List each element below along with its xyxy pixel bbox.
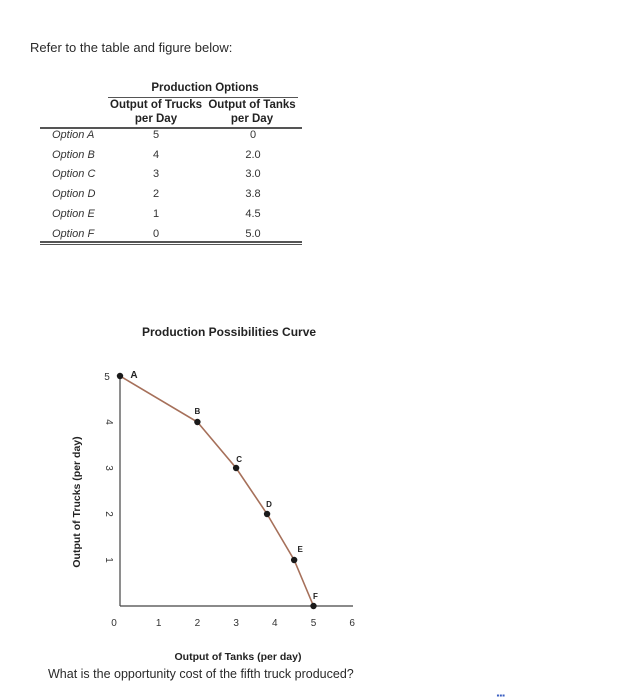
y-tick-label: 1 <box>103 557 114 563</box>
x-axis-label: Output of Tanks (per day) <box>174 651 302 663</box>
table-trucks-cell: 4 <box>152 148 160 161</box>
ppc-point-label: F <box>313 592 318 601</box>
ppc-point-label: D <box>266 500 272 509</box>
ppc-point-c <box>233 465 239 471</box>
table-tanks-cell: 4.5 <box>245 207 261 220</box>
table-option-label: Option B <box>52 148 95 161</box>
ppc-point-label: E <box>297 545 303 554</box>
y-tick-label: 2 <box>103 511 114 517</box>
ppc-point-label: A <box>130 370 138 381</box>
y-tick-label: 4 <box>103 419 114 425</box>
trucks-header-line2: per Day <box>134 113 178 125</box>
table-option-label: Option E <box>52 207 95 220</box>
x-tick-label: 5 <box>310 618 317 629</box>
table-tanks-cell: 3.8 <box>245 188 261 201</box>
y-tick-label: 3 <box>103 465 114 471</box>
table-tanks-cell: 2.0 <box>245 148 261 161</box>
tanks-header-line1: Output of Tanks <box>208 99 296 111</box>
table-option-label: Option D <box>52 188 96 201</box>
corner-glyph[interactable]: ▪▪▪ <box>496 691 505 700</box>
y-tick-label: 5 <box>104 372 110 383</box>
table-option-label: Option F <box>52 227 95 240</box>
table-option-label: Option A <box>52 129 95 141</box>
ppc-point-a <box>117 373 123 379</box>
table-option-label: Option C <box>52 168 96 181</box>
table-trucks-cell: 1 <box>152 207 160 220</box>
table-trucks-cell: 0 <box>152 227 160 240</box>
y-axis-label: Output of Trucks (per day) <box>71 436 83 568</box>
ppc-point-label: C <box>236 455 242 464</box>
ppc-point-e <box>291 557 297 563</box>
tanks-header-line2: per Day <box>230 113 274 125</box>
points-layer <box>117 370 318 609</box>
chart-title: Production Possibilities Curve <box>142 325 317 339</box>
ppc-point-b <box>194 419 200 425</box>
x-tick-label: 2 <box>194 618 201 629</box>
table-trucks-cell: 2 <box>152 188 160 201</box>
ppc-point-d <box>264 511 270 517</box>
table-tanks-cell: 0 <box>249 129 257 141</box>
table-tanks-cell: 5.0 <box>245 227 261 240</box>
table-title: Production Options <box>151 82 259 94</box>
ppc-point-label: B <box>194 407 201 416</box>
table-tanks-cell: 3.0 <box>245 168 261 181</box>
question-text: What is the opportunity cost of the fifth truck produced? <box>48 667 354 681</box>
table-trucks-cell: 5 <box>152 129 160 141</box>
ppc-curve <box>120 376 314 606</box>
x-tick-label: 6 <box>349 618 355 629</box>
x-tick-label: 3 <box>233 618 239 629</box>
ppc-point-f <box>310 603 316 609</box>
trucks-header-line1: Output of Trucks <box>110 99 202 111</box>
x-tick-label: 1 <box>155 618 162 629</box>
x-tick-label: 0 <box>111 618 117 629</box>
ticks-layer <box>103 372 355 629</box>
prompt-text: Refer to the table and figure below: <box>30 40 233 55</box>
table-trucks-cell: 3 <box>152 168 160 181</box>
x-tick-label: 4 <box>272 618 278 629</box>
